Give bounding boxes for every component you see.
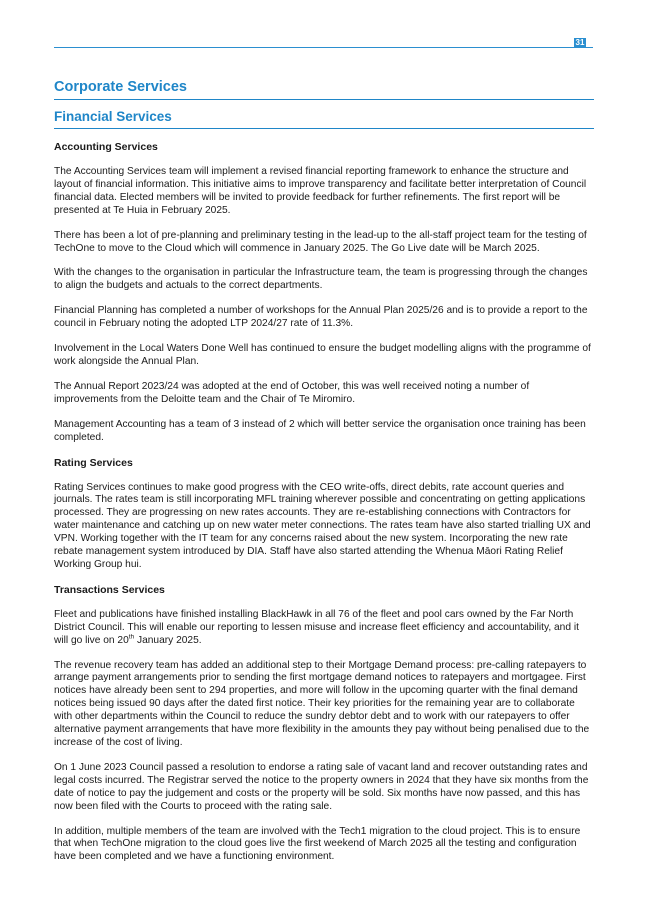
accounting-services-title: Accounting Services bbox=[54, 141, 158, 153]
paragraph: The Annual Report 2023/24 was adopted at the end of October, this was well received noting a number of improvements from the Deloitte team and the Chair of Te Miromiro. bbox=[54, 380, 530, 405]
rating-services-title: Rating Services bbox=[54, 456, 133, 469]
paragraph: Financial Planning has completed a number of workshops for the Annual Plan 2025/26 and is to provide a report to the council in February noting the adopted LTP 2024/27 rate of 11.3%. bbox=[54, 305, 588, 330]
paragraph-fleet bbox=[54, 609, 594, 648]
ordinal-suffix: th bbox=[128, 633, 135, 641]
transactions-services-title: Transactions Services bbox=[54, 583, 165, 596]
paragraph: With the changes to the organisation in particular the Infrastructure team, the team is progressing through the changes to align the budgets and actuals to the correct departments. bbox=[54, 267, 588, 292]
document-body bbox=[54, 78, 594, 864]
paragraph: Rating Services continues to make good progress with the CEO write-offs, direct debits, rate account queries and journals. The rates team is still incorporating MFL training wherever possible and concentrating on getting applications processed. They are progressing on new rates accounts. They are re-establishing connections with Contractors for water maintenance and catching up on new water meter connections. The rates team have also started trialling UX and VPN. Working together with the IT team for any concerns raised about the new system. Incorporating the new rate rebate management system introduced by DIA. Staff have also started attending the Whenua Māori Rating Relief Working Group hui. bbox=[54, 481, 591, 570]
fleet-text: Fleet and publications have finished installing BlackHawk in all 76 of the fleet and pool cars owned by the Far North District Council. This will enable our reporting to lessen misuse and increase fleet efficiency and accountability, and it will go live on 20 bbox=[54, 608, 579, 646]
section-heading: Corporate Services bbox=[54, 78, 594, 100]
page-number-badge: 31 bbox=[575, 38, 585, 47]
paragraph: The Accounting Services team will implement a revised financial reporting framework to enhance the structure and layout of financial information. This initiative aims to improve transparency and facilitate better interpretation of Council financial data. Elected members will be invited to provide feedback for further refinements. The first report will be presented at Te Huia in February 2025. bbox=[54, 166, 587, 216]
header-rule bbox=[54, 47, 593, 48]
paragraph: In addition, multiple members of the team are involved with the Tech1 migration to the cloud project. This is to ensure that when TechOne migration to the cloud goes live the first weekend of March 2025 all the testing and configuration have been completed and we have a functioning environment. bbox=[54, 825, 581, 863]
paragraph: There has been a lot of pre-planning and preliminary testing in the lead-up to the all-staff project team for the testing of TechOne to move to the Cloud which will commence in January 2025. The Go Live date will be March 2025. bbox=[54, 229, 587, 254]
paragraph: The revenue recovery team has added an additional step to their Mortgage Demand process: pre-calling ratepayers to arrange payment arrangements prior to sending the first mortgage demand notices to ratepayers and mortgagee. First notices have already been sent to 294 properties, and more will follow in the upcoming quarter with the final demand notices being issued 90 days after the dated first notice. Their key priorities for the remaining year are to collaborate with other departments within the Council to reduce the sundry debtor debt and to work with our ratepayers to offer alternative payment arrangements that have more flexibility in the amounts they pay without being penalised due to the increase of the cost of living. bbox=[54, 659, 590, 748]
paragraph: Involvement in the Local Waters Done Well has continued to ensure the budget modelling aligns with the programme of work alongside the Annual Plan. bbox=[54, 343, 591, 367]
paragraph: Management Accounting has a team of 3 instead of 2 which will better service the organisation once training has been completed. bbox=[54, 418, 586, 443]
fleet-text-end: January 2025. bbox=[134, 634, 202, 646]
paragraph: On 1 June 2023 Council passed a resolution to endorse a rating sale of vacant land and recover outstanding rates and legal costs incurred. The Registrar served the notice to the property owners in 2024 that they have six months from the date of notice to pay the judgement and costs or the property will be sold. Six months have now passed, and this has now been filed with the Courts to proceed with the rating sale. bbox=[54, 761, 589, 812]
subsection-heading: Financial Services bbox=[54, 108, 594, 129]
